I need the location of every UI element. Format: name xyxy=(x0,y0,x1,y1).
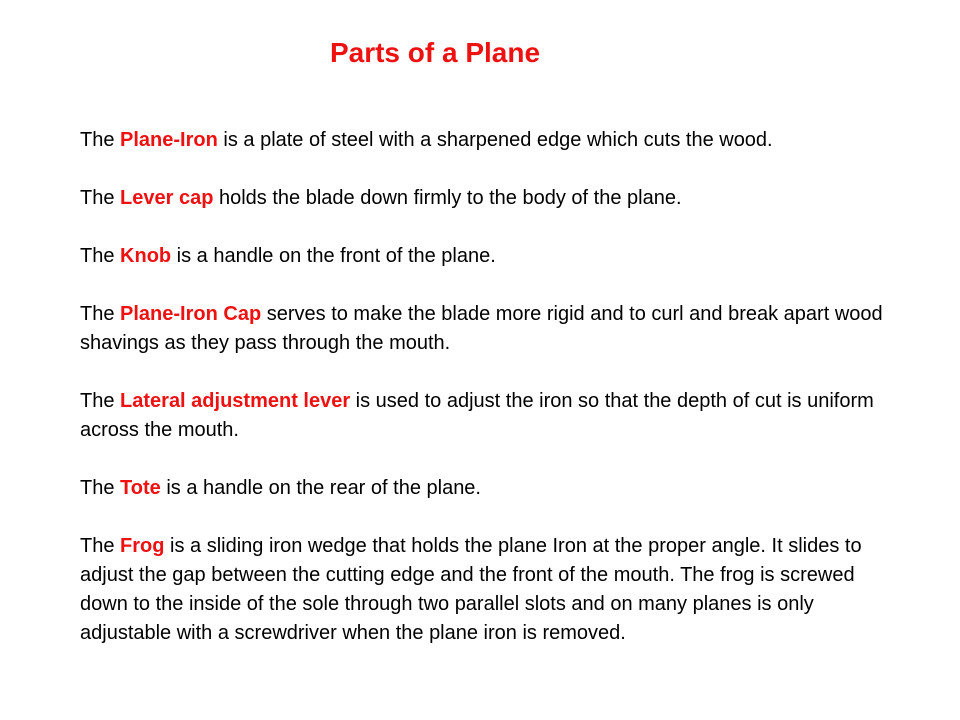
paragraph-text: is a plate of steel with a sharpened edge which cuts the wood. xyxy=(217,129,773,151)
term-lever-cap: Lever cap xyxy=(120,187,214,209)
term-frog: Frog xyxy=(120,535,165,557)
slide-body xyxy=(80,126,900,677)
term-plane-iron: Plane-Iron xyxy=(120,129,218,151)
term-knob: Knob xyxy=(120,245,172,267)
paragraph-prefix: The xyxy=(80,129,121,151)
paragraph-text: is a handle on the front of the plane. xyxy=(171,245,496,267)
paragraph-plane-iron xyxy=(80,126,900,155)
slide-title: Parts of a Plane xyxy=(329,37,541,68)
paragraph-prefix: The xyxy=(80,187,121,209)
term-lateral-adjustment-lever: Lateral adjustment lever xyxy=(120,390,351,412)
paragraph-text: serves to make the blade more rigid and to curl and break apart wood shavings as they pass through the mouth. xyxy=(80,303,883,354)
paragraph-prefix: The xyxy=(80,390,121,412)
paragraph-tote xyxy=(80,474,900,503)
paragraph-frog xyxy=(80,532,900,648)
paragraph-prefix: The xyxy=(80,535,121,557)
paragraph-lever-cap xyxy=(80,184,900,213)
paragraph-lateral-adjustment-lever xyxy=(80,387,900,445)
paragraph-plane-iron-cap xyxy=(80,300,900,358)
paragraph-text: is a handle on the rear of the plane. xyxy=(160,477,481,499)
paragraph-prefix: The xyxy=(80,477,121,499)
paragraph-knob xyxy=(80,242,900,271)
paragraph-text: holds the blade down firmly to the body of the plane. xyxy=(213,187,682,209)
paragraph-prefix: The xyxy=(80,303,121,325)
term-plane-iron-cap: Plane-Iron Cap xyxy=(120,303,262,325)
term-tote: Tote xyxy=(120,477,161,499)
paragraph-text: is a sliding iron wedge that holds the plane Iron at the proper angle. It slides to adjust the gap between the cutting edge and the front of the mouth. The frog is screwed down to the inside of the sole through two parallel slots and on many planes is only adjustable with a screwdriver when the plane iron is removed. xyxy=(80,535,862,644)
paragraph-prefix: The xyxy=(80,245,121,267)
paragraph-text: is used to adjust the iron so that the depth of cut is uniform across the mouth. xyxy=(80,390,874,441)
